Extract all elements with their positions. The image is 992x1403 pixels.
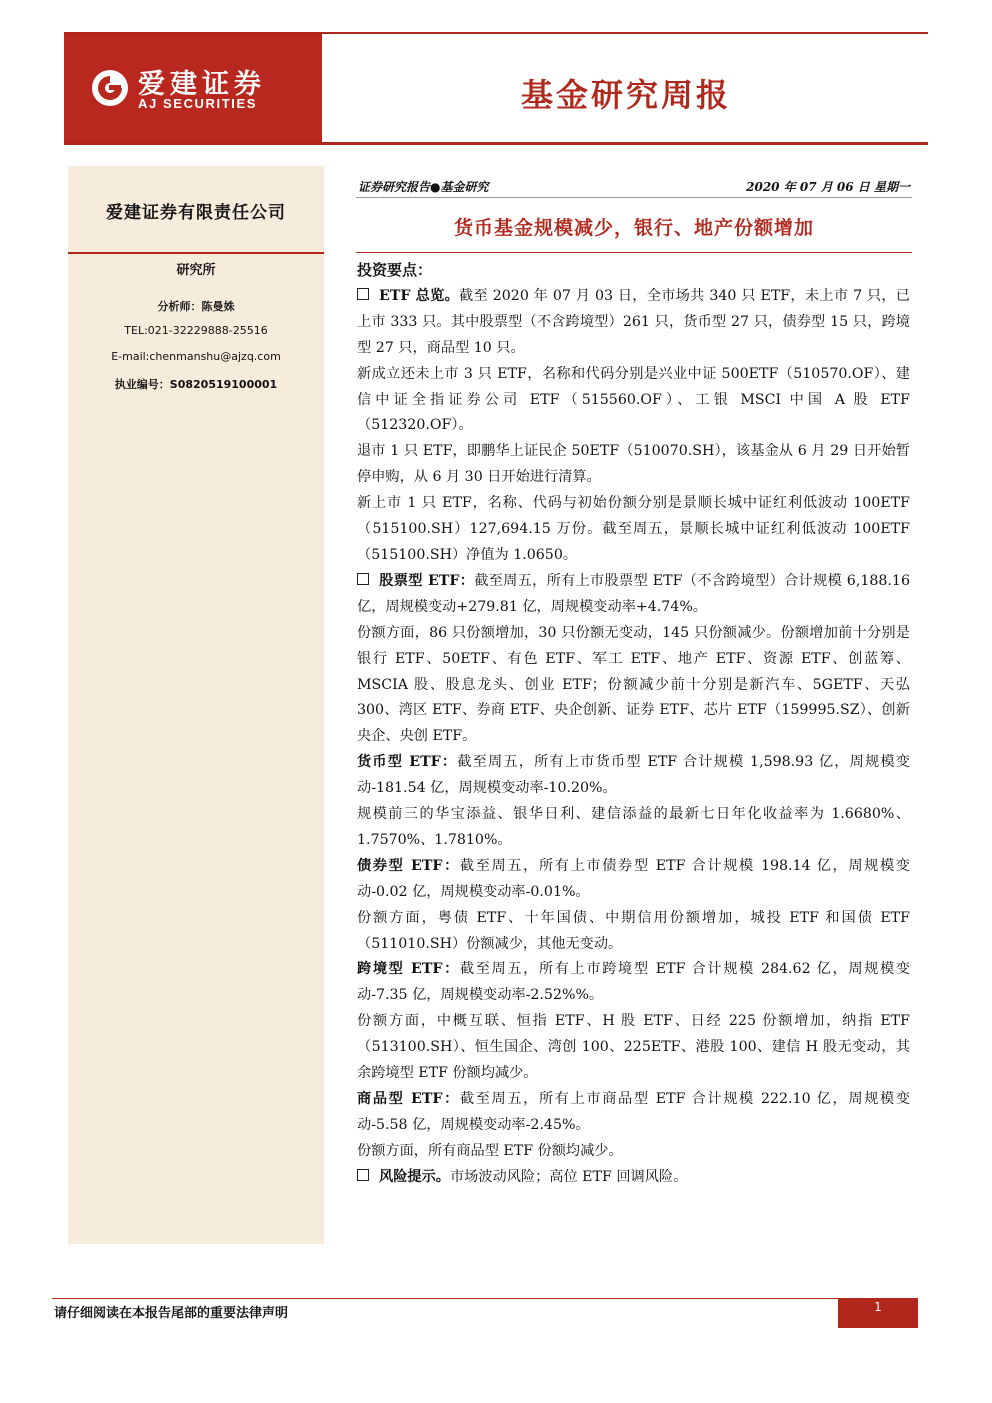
brand-mark-icon [90,68,130,108]
checkbox-bullet-icon [357,573,369,585]
bond-etf-paragraph [357,854,910,906]
meta-divider [356,197,912,198]
commodity-etf-paragraph [357,1087,910,1139]
section-heading: 投资要点： [357,261,433,279]
footer-disclaimer: 请仔细阅读在本报告尾部的重要法律声明 [54,1306,289,1321]
cross-etf-text: 截至周五，所有上市跨境型 ETF 合计规模 284.62 亿，周规模变动-7.35 亿，周规模变动率-2.52%%。 [357,961,910,1004]
bond-etf-label: 债券型 ETF： [357,857,460,874]
analyst-phone: TEL:021-32229888-25516 [124,324,268,337]
checkbox-bullet-icon [357,1169,369,1181]
new-etf-paragraph: 新成立还未上市 3 只 ETF，名称和代码分别是兴业中证 500ETF（510570.OF）、建信中证全指证券公司 ETF（515560.OF）、工银 MSCI 中国 A 股 ETF（512320.OF）。 [357,365,910,434]
cross-etf-label: 跨境型 ETF： [357,961,460,978]
etf-overview-text: 截至 2020 年 07 月 03 日，全市场共 340 只 ETF，未上市 7 只，已上市 333 只。其中股票型（不含跨境型）261 只，货币型 27 只，债券型 15 只，跨境型 27 只，商品型 10 只。 [357,287,910,356]
risk-text: 市场波动风险；高位 ETF 回调风险。 [449,1168,688,1185]
delisted-etf-paragraph: 退市 1 只 ETF，即鹏华上证民企 50ETF（510070.SH），该基金从 6 月 29 日开始暂停申购，从 6 月 30 日开始进行清算。 [357,443,910,486]
money-etf-paragraph [357,750,910,802]
etf-overview-label: ETF 总览。 [379,287,460,304]
report-category: 证券研究报告●基金研究 [358,180,489,194]
analyst-name: 分析师：陈曼姝 [157,300,235,313]
commodity-share-paragraph: 份额方面，所有商品型 ETF 份额均减少。 [357,1142,623,1159]
sidebar-divider [68,252,324,254]
cross-share-paragraph: 份额方面，中概互联、恒指 ETF、H 股 ETF、日经 225 份额增加，纳指 ETF（513100.SH）、恒生国企、湾创 100、225ETF、港股 100、建信 H 股无变动，其余跨境型 ETF 份额均减少。 [357,1013,910,1082]
etf-overview-paragraph [357,284,910,362]
commodity-etf-text: 截至周五，所有上市商品型 ETF 合计规模 222.10 亿，周规模变动-5.58 亿，周规模变动率-2.45%。 [357,1091,910,1133]
money-yield-paragraph: 规模前三的华宝添益、银华日利、建信添益的最新七日年化收益率为 1.6680%、1.7570%、1.7810%。 [357,806,910,848]
header-bottom-rule [64,142,928,145]
report-title: 基金研究周报 [520,76,731,114]
analyst-cert-number: 执业编号：S0820519100001 [114,378,278,391]
brand-name-cn: 爱建证券 [138,69,266,100]
commodity-etf-label: 商品型 ETF： [357,1091,460,1107]
risk-label: 风险提示。 [379,1168,450,1185]
risk-paragraph [357,1165,910,1191]
stock-share-paragraph: 份额方面，86 只份额增加，30 只份额无变动，145 只份额减少。份额增加前十分别是银行 ETF、50ETF、有色 ETF、军工 ETF、地产 ETF、资源 ETF、创蓝筹、MSCIA 股、股息龙头、创业 ETF；份额减少前十分别是新汽车、5GETF、天弘 300、湾区 ETF、券商 ETF、央企创新、证券 ETF、芯片 ETF（159995.SZ）、创新央企、央创 ETF。 [357,624,910,745]
institute-name: 研究所 [176,263,216,278]
bond-etf-text: 截至周五，所有上市债券型 ETF 合计规模 198.14 亿，周规模变动-0.02 亿，周规模变动率-0.01%。 [357,857,910,900]
analyst-email: E-mail:chenmanshu@ajzq.com [111,350,281,363]
brand-logo [64,34,322,142]
report-headline: 货币基金规模减少，银行、地产份额增加 [453,217,814,239]
stock-etf-label: 股票型 ETF： [379,572,475,589]
page-number: 1 [874,1300,882,1314]
money-etf-text: 截至周五，所有上市货币型 ETF 合计规模 1,598.93 亿，周规模变动-181.54 亿，周规模变动率-10.20%。 [357,754,910,797]
cross-etf-paragraph [357,957,910,1009]
headline-divider [356,252,912,253]
money-etf-label: 货币型 ETF： [357,754,458,771]
footer-rule [52,1298,918,1299]
report-date: 2020 年 07 月 06 日 星期一 [746,180,910,194]
checkbox-bullet-icon [357,288,369,300]
page-number-box [838,1298,918,1328]
stock-etf-paragraph [357,569,910,621]
bond-share-paragraph: 份额方面，粤债 ETF、十年国债、中期信用份额增加，城投 ETF 和国债 ETF（511010.SH）份额减少，其他无变动。 [357,909,910,952]
brand-name-en: AJ SECURITIES [138,96,258,111]
sidebar [68,166,324,1244]
listed-etf-paragraph: 新上市 1 只 ETF，名称、代码与初始份额分别是景顺长城中证红利低波动 100ETF（515100.SH）127,694.15 万份。截至周五，景顺长城中证红利低波动 100ETF（515100.SH）净值为 1.0650。 [357,495,910,563]
report-body [357,258,910,1191]
stock-etf-text: 截至周五，所有上市股票型 ETF（不含跨境型）合计规模 6,188.16 亿，周规模变动+279.81 亿，周规模变动率+4.74%。 [357,572,910,615]
company-name: 爱建证券有限责任公司 [106,203,286,223]
